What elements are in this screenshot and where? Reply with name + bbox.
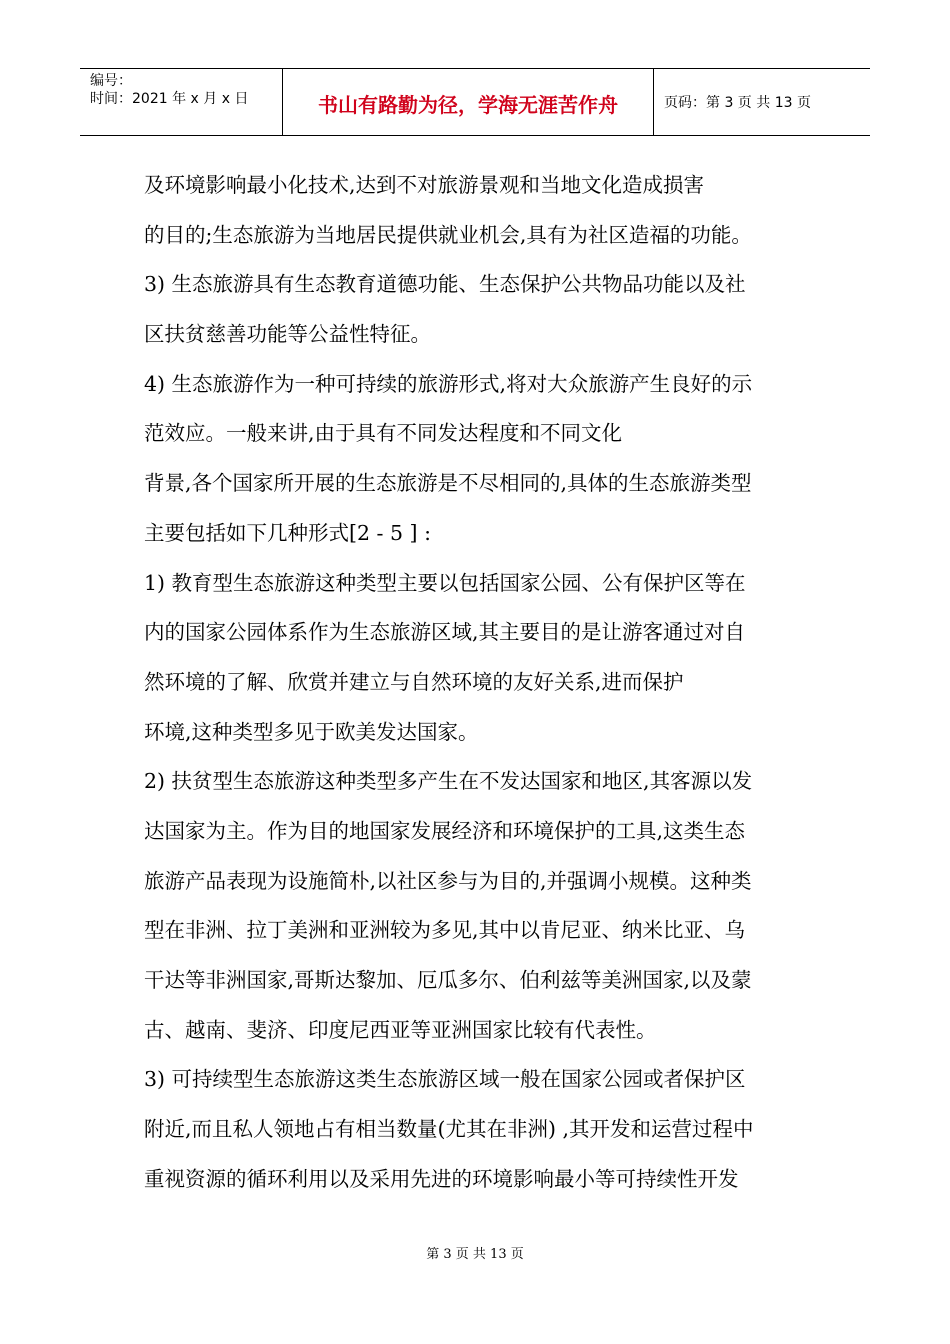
- body-line: 的目的;生态旅游为当地居民提供就业机会,具有为社区造福的功能。: [144, 222, 752, 247]
- header-motto: 书山有路勤为径，学海无涯苦作舟: [318, 93, 618, 117]
- body-line: 背景,各个国家所开展的生态旅游是不尽相同的,具体的生态旅游类型: [144, 471, 752, 496]
- body-line: 3) 可持续型生态旅游这类生态旅游区域一般在国家公园或者保护区: [144, 1067, 746, 1092]
- page-header: [80, 68, 870, 136]
- body-line: 范效应。一般来讲,由于具有不同发达程度和不同文化: [144, 421, 623, 446]
- body-line: 3) 生态旅游具有生态教育道德功能、生态保护公共物品功能以及社: [144, 272, 746, 297]
- body-line: 主要包括如下几种形式[2 - 5 ] :: [144, 520, 431, 545]
- header-info-cell: [80, 69, 283, 135]
- page-footer: 第 3 页 共 13 页: [426, 1247, 524, 1262]
- body-line: 及环境影响最小化技术,达到不对旅游景观和当地文化造成损害: [144, 173, 705, 197]
- body-line: 然环境的了解、欣赏并建立与自然环境的友好关系,进而保护: [144, 669, 684, 694]
- document-date-label: 时间：2021 年 x 月 x 日: [90, 91, 249, 107]
- body-line: 2) 扶贫型生态旅游这种类型多产生在不发达国家和地区,其客源以发: [144, 769, 753, 794]
- body-line: 型在非洲、拉丁美洲和亚洲较为多见,其中以肯尼亚、纳米比亚、乌: [144, 918, 746, 943]
- body-line: 旅游产品表现为设施简朴,以社区参与为目的,并强调小规模。这种类: [144, 868, 752, 893]
- header-motto-cell: [283, 69, 654, 135]
- body-line: 达国家为主。作为目的地国家发展经济和环境保护的工具,这类生态: [144, 818, 746, 843]
- body-line: 附近,而且私人领地占有相当数量(尤其在非洲) ,其开发和运营过程中: [144, 1117, 754, 1142]
- body-line: 4) 生态旅游作为一种可持续的旅游形式,将对大众旅游产生良好的示: [144, 371, 753, 396]
- body-line: 区扶贫慈善功能等公益性特征。: [144, 322, 431, 347]
- header-page-cell: [654, 69, 870, 135]
- body-line: 环境,这种类型多见于欧美发达国家。: [144, 719, 479, 744]
- body-line: 古、越南、斐济、印度尼西亚等亚洲国家比较有代表性。: [144, 1017, 657, 1042]
- document-number-label: 编号：: [90, 73, 132, 89]
- body-line: 重视资源的循环利用以及采用先进的环境影响最小等可持续性开发: [144, 1166, 739, 1191]
- body-line: 干达等非洲国家,哥斯达黎加、厄瓜多尔、伯利兹等美洲国家,以及蒙: [144, 968, 752, 992]
- document-body: [144, 168, 824, 1211]
- header-page-number: 页码：第 3 页 共 13 页: [664, 95, 811, 111]
- body-line: 1) 教育型生态旅游这种类型主要以包括国家公园、公有保护区等在: [144, 570, 746, 595]
- body-line: 内的国家公园体系作为生态旅游区域,其主要目的是让游客通过对自: [144, 620, 746, 645]
